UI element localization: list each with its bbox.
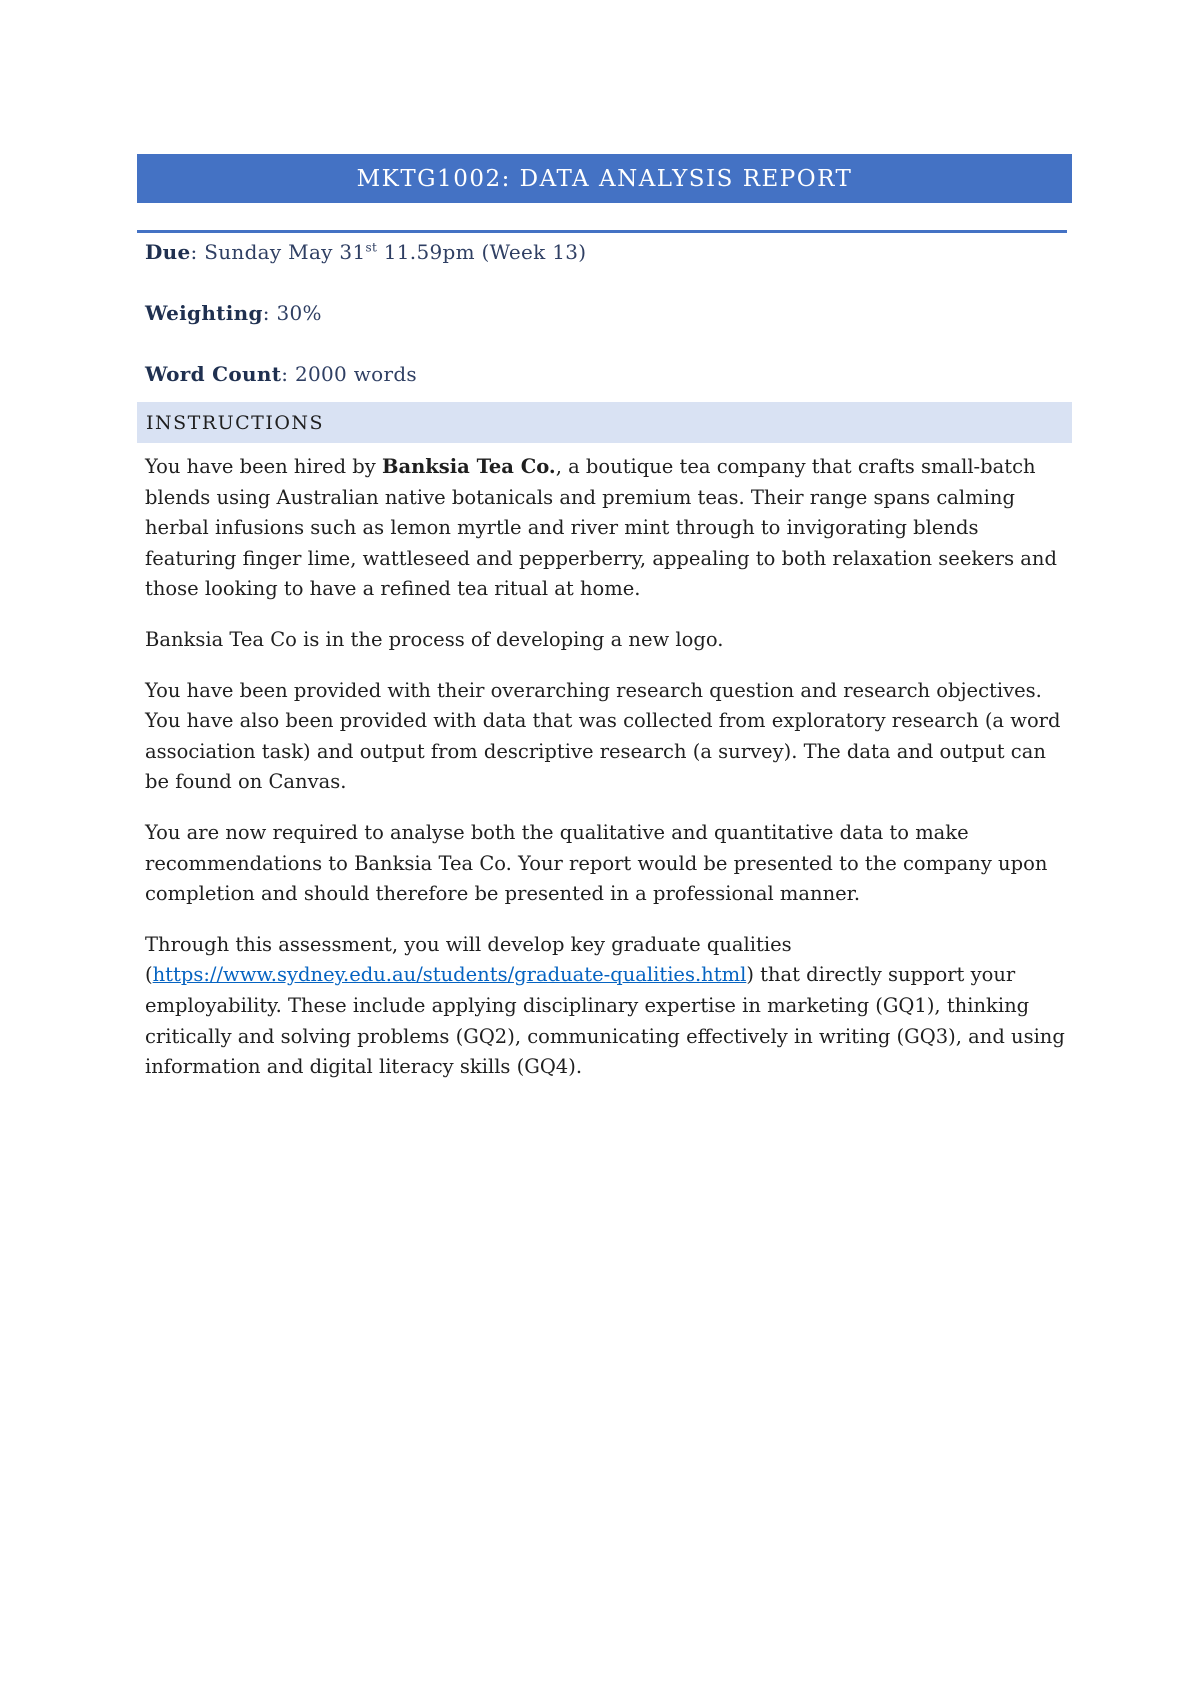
graduate-qualities-link[interactable]: https://www.sydney.edu.au/students/graduate-qualities.html <box>152 963 747 987</box>
weighting-line: Weighting: 30% <box>145 301 322 325</box>
paragraph-1-pre: You have been hired by <box>145 455 382 478</box>
paragraph-1-post: , a boutique tea company that crafts small-batch blends using Australian native botanicals and premium teas. Their range spans calming herbal infusions such as lemon myrtle and river mint through to invigorating blends featuring finger lime, wattleseed and pepperberry, appealing to both relaxation seekers and those looking to have a refined tea ritual at home. <box>145 455 1057 601</box>
due-superscript: st <box>365 240 378 255</box>
paragraph-5-pre: Through this assessment, you will develop key graduate qualities ( <box>145 932 792 987</box>
weighting-label: Weighting <box>145 301 263 325</box>
paragraph-2: Banksia Tea Co is in the process of developing a new logo. <box>145 627 724 651</box>
due-value: Sunday May 31 <box>204 240 366 264</box>
word-count-label: Word Count <box>145 362 282 386</box>
paragraph-1 <box>145 452 1070 605</box>
paragraph-5-post: ) that directly support your employability. These include applying disciplinary expertise in marketing (GQ1), thinking critically and solving problems (GQ2), communicating effectively in writing (GQ3), and using information and digital literacy skills (GQ4). <box>145 963 1065 1079</box>
weighting-value: 30% <box>276 301 322 325</box>
instructions-heading: INSTRUCTIONS <box>146 411 325 434</box>
divider-rule <box>137 230 1067 233</box>
due-time: 11.59pm (Week 13) <box>383 240 587 264</box>
report-title: DATA ANALYSIS REPORT <box>519 165 853 192</box>
word-count-value: 2000 words <box>294 362 417 386</box>
due-label: Due <box>145 240 191 264</box>
word-count-line: Word Count: 2000 words <box>145 362 417 386</box>
due-line: Due: Sunday May 31st 11.59pm (Week 13) <box>145 240 587 264</box>
document-title-bar <box>137 154 1072 203</box>
company-name: Banksia Tea Co. <box>381 455 556 478</box>
paragraph-4: You are now required to analyse both the qualitative and quantitative data to make recommendations to Banksia Tea Co. Your report would be presented to the company upon completion and should therefore be presented in a professional manner. <box>145 820 1048 906</box>
document-title <box>357 166 853 192</box>
paragraph-5 <box>145 930 1070 1083</box>
instructions-body <box>145 452 1070 1103</box>
course-code: MKTG1002: <box>356 165 511 192</box>
paragraph-3: You have been provided with their overarching research question and research objectives. You have also been provided with data that was collected from exploratory research (a word association task) and output from descriptive research (a survey). The data and output can be found on Canvas. <box>145 678 1061 794</box>
instructions-heading-bar <box>137 402 1072 443</box>
